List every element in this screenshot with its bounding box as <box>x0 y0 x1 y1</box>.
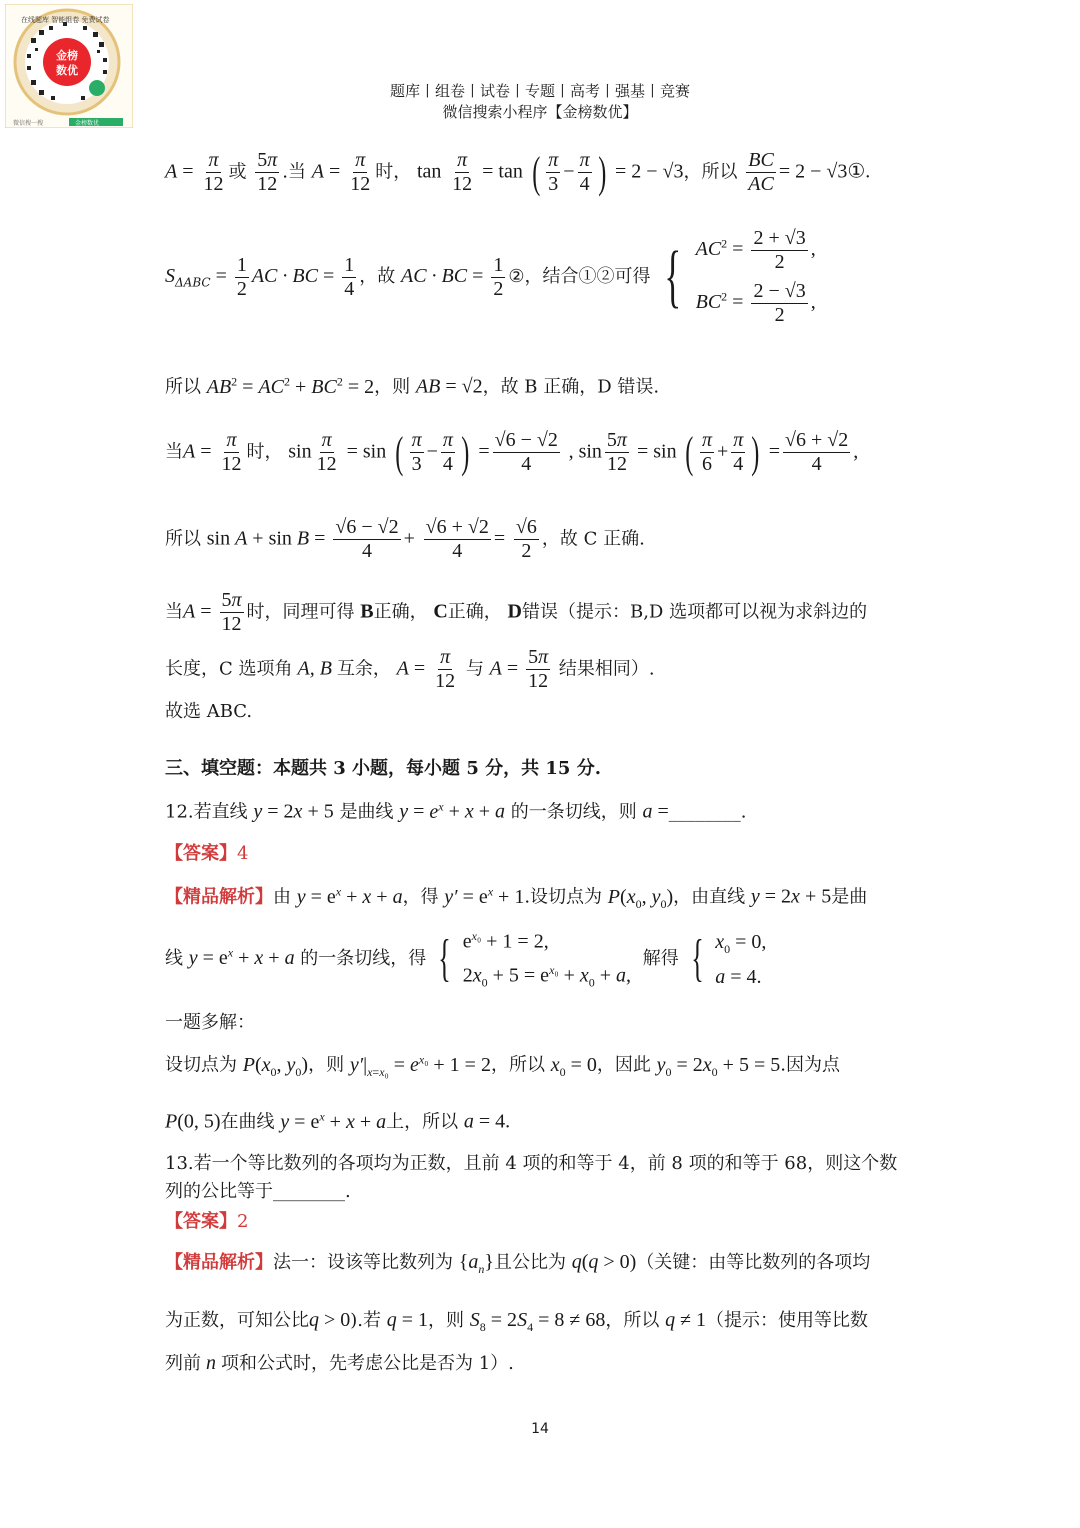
page-number: 14 <box>531 1421 549 1437</box>
solution-line-7: 长度，C 选项角 A, B 互余， A = $\frac{\pi}{12}$ 与 A = $\frac{5\pi}{12}$ 结果相同）. <box>165 646 655 692</box>
analysis-13-line-3: 列前 n 项和公式时，先考虑公比是否为 1）. <box>165 1352 514 1374</box>
solution-line-6: 当A = $\frac{5\pi}{12}$ 时，同理可得 B正确， C正确， D错误（提示：B,D 选项都可以视为求斜边的 <box>165 589 868 635</box>
header-nav: 题库丨组卷丨试卷丨专题丨高考丨强基丨竞赛 <box>389 82 690 100</box>
analysis-13-line-2: 为正数，可知公比q > 0).若 q = 1，则 $S_8 = 2S_4 = 8 \ne 68$，所以 q ≠ 1（提示：使用等比数 <box>165 1309 869 1334</box>
solution-line-3: 所以 $AB^2 = AC^2 + BC^2 = 2$，则 AB = √2，故 B 正确，D 错误. <box>165 374 660 398</box>
svg-text:在线题库 智能组卷 免费试卷: 在线题库 智能组卷 免费试卷 <box>21 16 110 24</box>
svg-text:金榜: 金榜 <box>56 49 78 62</box>
answer-12: 【答案】4 <box>165 843 249 864</box>
question-12: 12.若直线 y = 2x + 5 是曲线 $y = e^x + x + a$ 的一条切线，则 a =________. <box>165 799 747 823</box>
solution-line-2: $S_{\Delta ABC}$ = $\frac{1}{2}$ AC · BC = $\frac{1}{4}$ ，故 AC · BC = $\frac{1}{2}$ ②，结合①②可得 { $AC^2$ = $\frac{2 + √3}{2}$ , $BC^2$ = $\frac{2 - √3}{2}$ , <box>165 227 816 326</box>
question-13-line-2: 列的公比等于________. <box>165 1181 351 1202</box>
header-subtitle: 微信搜索小程序【金榜数优】 <box>442 103 638 121</box>
svg-text:数优: 数优 <box>56 64 78 77</box>
solution-line-1: A = $\frac{\pi}{12}$ 或 $\frac{5\pi}{12}$ .当 A = $\frac{\pi}{12}$ 时， tan $\frac{\pi}{12}$ = tan ( $\frac{\pi}{3}$ − $\frac{\pi}{4}$ ) = 2 − √3，所以 $\frac{BC}{AC}$ = 2 − √3①. <box>165 147 871 197</box>
analysis-12-line-2: 线 $y = e^x + x + a$ 的一条切线，得 { $e^{x_0} + 1 = 2$, $2x_0 + 5 = e^{x_0} + x_0 + a$, 解得 { $x_0 = 0$, a = 4. <box>165 929 767 990</box>
question-13-line-1: 13.若一个等比数列的各项均为正数，且前 4 项的和等于 4，前 8 项的和等于 68，则这个数 <box>165 1153 898 1174</box>
svg-text:金榜数优: 金榜数优 <box>75 120 100 127</box>
alternate-solution-line-1: 设切点为 $P(x_0$, $y_0$)，则 $y'|_{x=x_0} = e^{x_0} + 1 = 2$，所以 $x_0 = 0$，因此 $y_0 = 2x_0 + 5 = 5$.因为点 <box>165 1052 840 1079</box>
svg-text:微信搜一搜: 微信搜一搜 <box>13 120 44 127</box>
analysis-12-line-1: 【精品解析】由 $y = e^x + x + a$，得 $y' = e^x + 1$.设切点为 $P(x_0$, $y_0$)，由直线 y = 2x + 5是曲 <box>165 884 868 911</box>
alternate-solution-line-2: P(0, 5)在曲线 $y = e^x + x + a$上，所以 a = 4. <box>165 1109 511 1133</box>
solution-line-5: 所以 sin A + sin B = $\frac{√6 - √2}{4}$ + $\frac{√6 + √2}{4}$ = $\frac{√6}{2}$ ，故 C 正确. <box>165 516 645 562</box>
alternate-solution-label: 一题多解： <box>165 1012 255 1033</box>
answer-13: 【答案】2 <box>165 1211 249 1232</box>
solution-line-4: 当A = $\frac{\pi}{12}$ 时， sin $\frac{\pi}{12}$ = sin ( $\frac{\pi}{3}$ − $\frac{\pi}{4}$ ) = $\frac{√6 - √2}{4}$ , sin $\frac{5\pi}{12}$ = sin ( $\frac{\pi}{6}$ + $\frac{\pi}{4}$ ) = $\frac{√6 + √2}{4}$ , <box>165 427 859 477</box>
section-3-heading: 三、填空题：本题共 3 小题，每小题 5 分，共 15 分. <box>165 758 601 779</box>
analysis-13-line-1: 【精品解析】法一：设该等比数列为 $\{a_n\}$且公比为 q(q > 0)（关键：由等比数列的各项均 <box>165 1251 871 1276</box>
solution-line-8: 故选 ABC. <box>165 701 253 722</box>
